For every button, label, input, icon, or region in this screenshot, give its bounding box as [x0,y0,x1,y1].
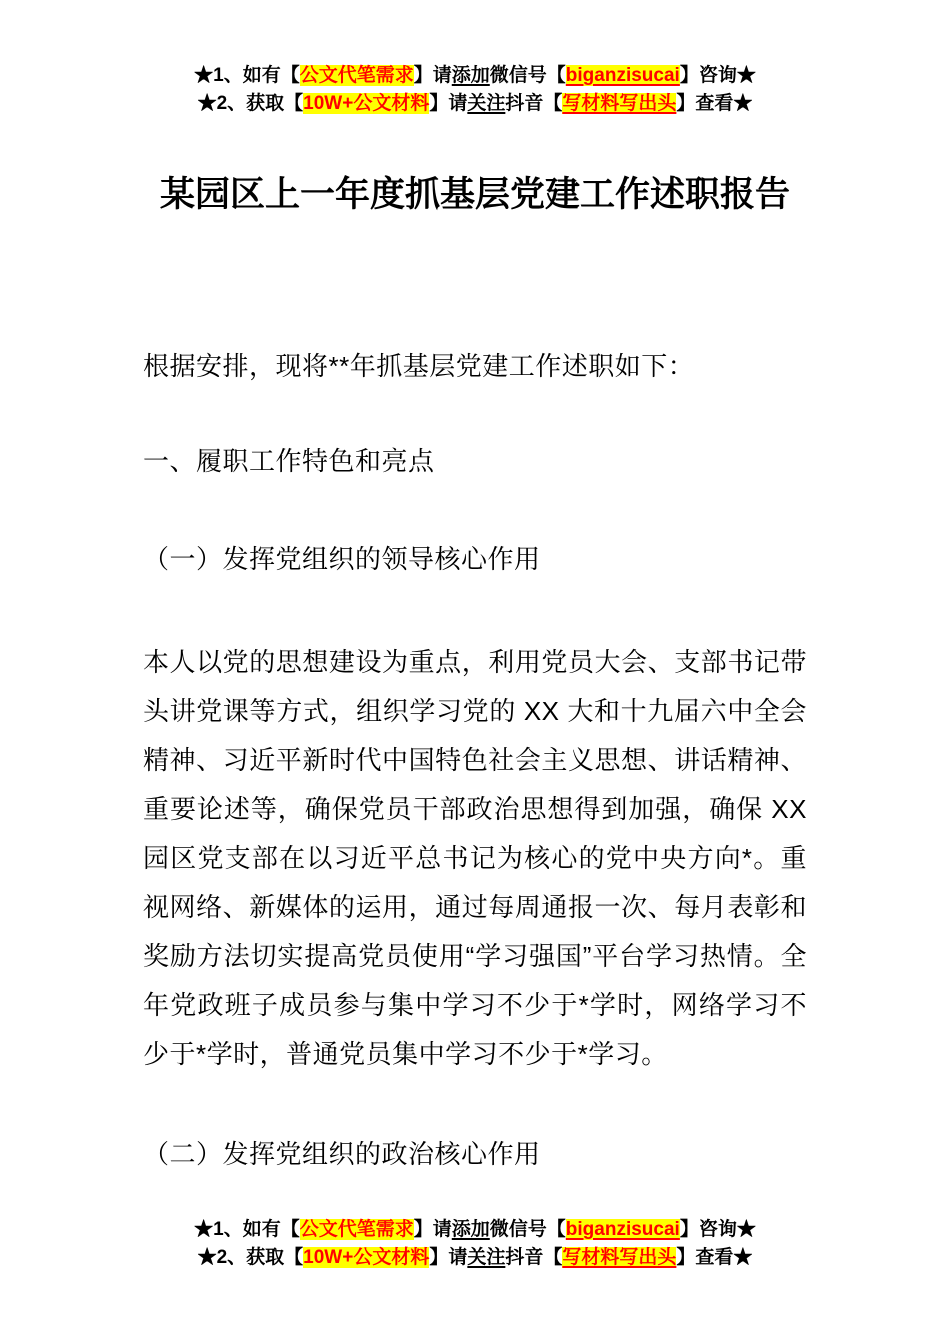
banner-douyin-id: 写材料写出头 [562,93,677,114]
banner-line-2 [0,1244,950,1272]
body-paragraph: 本人以党的思想建设为重点，利用党员大会、支部书记带头讲党课等方式，组织学习党的 XX 大和十九届六中全会精神、习近平新时代中国特色社会主义思想、讲话精神、重要论述等，确保党员干部政治思想得到加强，确保 XX 园区党支部在以习近平总书记为核心的党中央方向*。重视网络、新媒体的运用，通过每周通报一次、每月表彰和奖励方法切实提高党员使用“学习强国”平台学习热情。全年党政班子成员参与集中学习不少于*学时，网络学习不少于*学时，普通党员集中学习不少于*学习。 [143,647,807,1069]
banner-text: 】请 [413,65,452,86]
banner-underlined-word: 添加 [451,1219,490,1240]
banner-text: 】咨询★ [679,65,756,86]
banner-wechat-id: biganzisucai [565,1219,680,1240]
banner-text: 抖音【 [505,1247,563,1268]
banner-douyin-id: 写材料写出头 [562,1247,677,1268]
banner-highlight-phrase: 公文代笔需求 [299,65,414,86]
intro-paragraph: 根据安排，现将**年抓基层党建工作述职如下： [143,351,695,381]
banner-underlined-word: 关注 [467,93,506,114]
banner-highlight-phrase: 10W+公文材料 [303,1247,430,1268]
subsection-heading-2: （二）发挥党组织的政治核心作用 [143,1139,541,1169]
promo-banner-top [0,62,950,118]
banner-underlined-word: 关注 [467,1247,506,1268]
banner-text: 】请 [429,93,468,114]
banner-text: 】请 [429,1247,468,1268]
banner-text: ★2、获取【 [197,1247,304,1268]
banner-text: 微信号【 [489,65,566,86]
banner-line-1 [0,62,950,90]
banner-text: 】查看★ [676,1247,753,1268]
banner-highlight-phrase: 10W+公文材料 [303,93,430,114]
banner-highlight-phrase: 公文代笔需求 [299,1219,414,1240]
banner-text: ★1、如有【 [194,1219,300,1240]
banner-text: 抖音【 [505,93,563,114]
banner-text: 】查看★ [676,93,753,114]
promo-banner-bottom [0,1216,950,1272]
document-title: 某园区上一年度抓基层党建工作述职报告 [159,175,790,215]
banner-line-2 [0,90,950,118]
banner-underlined-word: 添加 [451,65,490,86]
banner-text: 】请 [413,1219,452,1240]
banner-line-1 [0,1216,950,1244]
banner-text: 】咨询★ [679,1219,756,1240]
subsection-heading-1: （一）发挥党组织的领导核心作用 [143,544,541,574]
banner-text: 微信号【 [489,1219,566,1240]
banner-wechat-id: biganzisucai [565,65,680,86]
banner-text: ★2、获取【 [197,93,304,114]
banner-text: ★1、如有【 [194,65,300,86]
section-heading-1: 一、履职工作特色和亮点 [143,446,435,476]
